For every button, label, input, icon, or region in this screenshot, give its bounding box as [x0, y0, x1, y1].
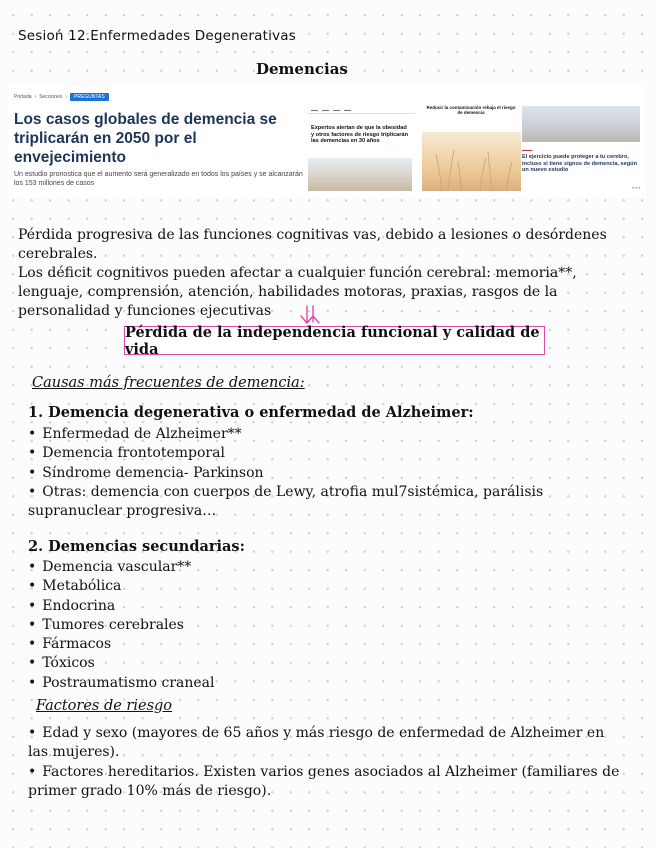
related-article-1[interactable] [308, 106, 412, 191]
nav-placeholder: ▬▬ [311, 107, 318, 112]
list-item: • Fármacos [28, 635, 628, 654]
nav-placeholder: ▬▬ [344, 107, 351, 112]
intro-deficits: Los déficit cognitivos pueden afectar a cualquier función cerebral: memoria**, lenguaje, comprensión, atención, habilidades motoras, praxias, rasgos de la personalidad y funciones ejecutivas [18, 265, 577, 319]
group1-title: 1. Demencia degenerativa o enfermedad de Alzheimer: [28, 404, 474, 421]
list-item: • Endocrina [28, 597, 628, 616]
news-clipping [8, 86, 646, 198]
list-item: • Síndrome demencia- Parkinson [28, 464, 628, 483]
article-image [522, 106, 640, 142]
group2-title: 2. Demencias secundarias: [28, 538, 245, 555]
related-article-2[interactable] [416, 104, 521, 191]
article-image [308, 158, 412, 191]
group1-list [28, 425, 628, 521]
list-item: • Demencia vascular** [28, 558, 628, 577]
article-nav-bar [308, 106, 415, 114]
section-badge[interactable]: PREGUNTAS [70, 93, 109, 101]
risk-heading: Factores de riesgo [36, 698, 173, 714]
related-article-title: El ejercicio puede proteger a tu cerebro, incluso si tiene signos de demencia, según un nuevo estudio [522, 154, 638, 173]
more-options-icon[interactable]: ••• [632, 186, 642, 192]
list-item: • Factores hereditarios. Existen varios genes asociados al Alzheimer (familiares de primer grado 10% más de riesgo). [28, 763, 628, 802]
news-headline[interactable]: Los casos globales de demencia se triplicarán en 2050 por el envejecimiento [14, 111, 277, 166]
causes-heading: Causas más frecuentes de demencia: [32, 375, 305, 391]
session-title: Sesioń 12.Enfermedades Degenerativas [18, 28, 296, 44]
grass-illustration [422, 132, 521, 191]
list-item: • Edad y sexo (mayores de 65 años y más riesgo de enfermedad de Alzheimer en las mujeres). [28, 724, 628, 763]
list-item: • Tumores cerebrales [28, 616, 628, 635]
nav-placeholder: ▬▬ [322, 107, 329, 112]
list-item: • Tóxicos [28, 654, 628, 673]
related-article-3[interactable] [522, 104, 644, 191]
news-lede: Un estudio pronostica que el aumento será generalizado en todos los países y se alcanzarán los 153 millones de casos [14, 171, 303, 187]
list-item: • Postraumatismo craneal [28, 674, 628, 693]
article-tag-marker: ▬▬▬ [522, 148, 533, 152]
article-image [422, 132, 521, 191]
list-item: • Enfermedad de Alzheimer** [28, 425, 628, 444]
page-heading-text: Demencias [256, 60, 348, 78]
list-item: • Metabólica [28, 577, 628, 596]
nav-placeholder: ▬▬ [333, 107, 340, 112]
intro-definition: Pérdida progresiva de las funciones cognitivas vas, debido a lesiones o desórdenes cerebrales. [18, 227, 607, 262]
breadcrumb-item[interactable]: Portada [14, 94, 32, 100]
related-article-title: Expertos alertan de que la obesidad y otros factores de riesgo triplicarán las demencias en 30 años [311, 125, 408, 144]
group2-list [28, 558, 628, 693]
breadcrumb [14, 93, 109, 101]
highlight-box: Pérdida de la independencia funcional y calidad de vida [124, 326, 545, 355]
list-item: • Otras: demencia con cuerpos de Lewy, atrofia mul7sistémica, parálisis supranuclear progresiva… [28, 483, 628, 522]
list-item: • Demencia frontotemporal [28, 444, 628, 463]
chevron-right-icon: › [34, 94, 37, 100]
chevron-right-icon: › [65, 94, 67, 100]
breadcrumb-item[interactable]: Secciones [39, 94, 63, 100]
related-article-title: Reducir la contaminación rebaja el riesgo de demencia [426, 105, 516, 115]
risk-list [28, 724, 628, 801]
